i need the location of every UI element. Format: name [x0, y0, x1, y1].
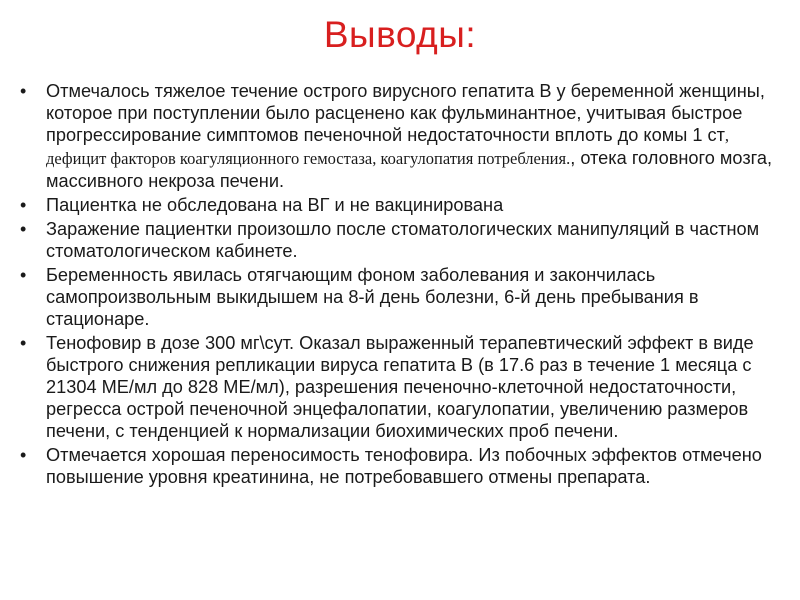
bullet-text: Беременность явилась отягчающим фоном заболевания и закончилась самопроизвольным выкидышем на 8-й день болезни, 6-й день пребывания в стационаре. — [46, 265, 699, 329]
bullet-text: Отмечалось тяжелое течение острого вирусного гепатита В у беременной женщины, которое при поступлении было расценено как фульминантное, учитывая быстрое прогрессирование симптомов печеночной недостаточности вплоть до комы 1 ст — [46, 81, 765, 145]
bullet-item — [14, 80, 784, 192]
bullet-text: Заражение пациентки произошло после стоматологических манипуляций в частном стоматологическом кабинете. — [46, 219, 760, 261]
bullet-item — [14, 264, 784, 330]
bullet-marker: • — [20, 333, 27, 353]
bullet-text: , дефицит факторов коагуляционного гемостаза, коагулопатия потребления. — [46, 126, 730, 168]
bullet-item — [14, 218, 784, 262]
bullet-marker: • — [20, 219, 27, 239]
bullet-list — [14, 80, 784, 490]
bullet-marker: • — [20, 445, 27, 465]
bullet-marker: • — [20, 265, 27, 285]
bullet-text: Пациентка не обследована на ВГ и не вакцинирована — [46, 195, 504, 215]
bullet-text: , отека головного мозга, массивного некроза печени. — [46, 148, 773, 191]
slide-title: Выводы: — [323, 14, 477, 55]
bullet-marker: • — [20, 81, 27, 101]
bullet-text: Отмечается хорошая переносимость тенофовира. Из побочных эффектов отмечено повышение уровня креатинина, не потребовавшего отмены препарата. — [46, 445, 762, 487]
bullet-item — [14, 194, 784, 216]
bullet-text: Тенофовир в дозе 300 мг\сут. Оказал выраженный терапевтический эффект в виде быстрого снижения репликации вируса гепатита В (в 17.6 раз в течение 1 месяца с 21304 МЕ/мл до 828 МЕ/мл), разрешения печеночно-клеточной недостаточности, регресса острой печеночной энцефалопатии, коагулопатии, увеличению размеров печени, с тенденцией к нормализации биохимических проб печени. — [46, 333, 754, 441]
bullet-marker: • — [20, 195, 27, 215]
bullet-item — [14, 332, 784, 442]
bullet-item — [14, 444, 784, 488]
